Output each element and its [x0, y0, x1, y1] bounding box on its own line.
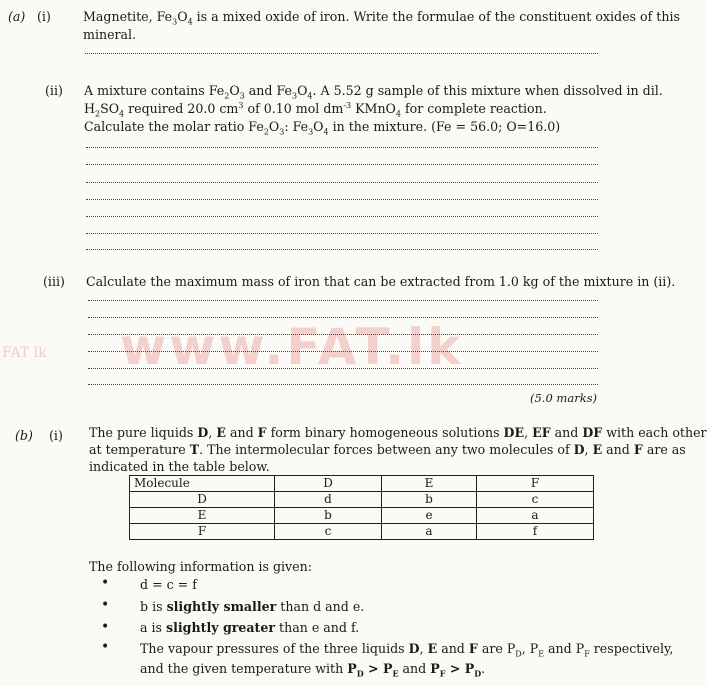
part-a-label: (a) — [8, 9, 26, 24]
answer-line[interactable] — [86, 162, 598, 165]
q-a-ii-number: (ii) — [45, 83, 63, 98]
marks-label: (5.0 marks) — [530, 391, 598, 405]
answer-line[interactable] — [86, 180, 598, 183]
q-a-ii-text-line3: Calculate the molar ratio $Fe_2O_3$: $Fe_3O_4$ in the mixture. (Fe = 56.0; O=16.0) — [84, 119, 561, 137]
table-row — [130, 524, 594, 540]
table-cell: c — [275, 524, 382, 540]
table-cell: F — [130, 524, 275, 540]
answer-line[interactable] — [86, 197, 598, 200]
answer-line[interactable] — [88, 349, 598, 352]
bullet-icon: • — [101, 619, 110, 635]
q-a-iii-text: Calculate the maximum mass of iron that can be extracted from 1.0 kg of the mixture in (ii). — [86, 274, 676, 289]
answer-line[interactable] — [86, 231, 598, 234]
table-cell: c — [477, 492, 594, 508]
info-bullet-2: b is slightly smaller than d and e. — [140, 599, 365, 614]
part-b-label: (b) — [15, 428, 33, 443]
answer-line[interactable] — [88, 366, 598, 369]
info-bullet-4-line1: The vapour pressures of the three liquids D, E and F are $P_D$, $P_E$ and $P_F$ respectively, — [140, 641, 674, 659]
bullet-icon: • — [101, 597, 110, 613]
info-intro: The following information is given: — [89, 559, 312, 574]
table-cell: a — [477, 508, 594, 524]
q-a-i-text-line1: Magnetite, $Fe_3O_4$ is a mixed oxide of iron. Write the formulae of the constituent oxides of this — [83, 9, 680, 27]
table-row — [130, 508, 594, 524]
table-header-cell: D — [275, 476, 382, 492]
answer-line[interactable] — [86, 214, 598, 217]
table-cell: D — [130, 492, 275, 508]
table-cell: f — [477, 524, 594, 540]
table-header-cell: F — [477, 476, 594, 492]
q-a-iii-number: (iii) — [43, 274, 65, 289]
q-a-ii-text-line1: A mixture contains $Fe_2O_3$ and $Fe_3O_4$. A 5.52 g sample of this mixture when dissolved in dil. — [84, 83, 663, 101]
table-cell: b — [382, 492, 477, 508]
bullet-icon: • — [101, 639, 110, 655]
watermark-side: FAT lk — [2, 345, 47, 361]
table-cell: d — [275, 492, 382, 508]
table-cell: e — [382, 508, 477, 524]
answer-line[interactable] — [88, 315, 598, 318]
answer-line[interactable] — [88, 382, 598, 385]
answer-line[interactable] — [86, 145, 598, 148]
info-bullet-4-line2: and the given temperature with $P_D > P_E$ and $P_F > P_D$. — [140, 661, 486, 679]
q-b-i-text-line2: at temperature T. The intermolecular forces between any two molecules of D, E and F are as — [89, 442, 686, 457]
answer-line[interactable] — [88, 332, 598, 335]
q-a-i-number: (i) — [37, 9, 51, 24]
table-cell: E — [130, 508, 275, 524]
table-cell: a — [382, 524, 477, 540]
table-header-cell: Molecule — [130, 476, 275, 492]
table-row — [130, 492, 594, 508]
answer-line[interactable] — [86, 247, 598, 250]
answer-line[interactable] — [85, 51, 598, 54]
q-b-i-text-line3: indicated in the table below. — [89, 459, 270, 474]
q-a-ii-text-line2: $H_2SO_4$ required 20.0 $cm^3$ of 0.10 mol $dm^{-3}$ KMnO$_4$ for complete reaction. — [84, 100, 547, 119]
q-b-i-text-line1: The pure liquids D, E and F form binary homogeneous solutions DE, EF and DF with each other — [89, 425, 707, 440]
bullet-icon: • — [101, 575, 110, 591]
intermolecular-force-table — [129, 475, 594, 540]
table-header-row — [130, 476, 594, 492]
table-header-cell: E — [382, 476, 477, 492]
q-a-i-text-line2: mineral. — [83, 27, 137, 42]
answer-line[interactable] — [88, 298, 598, 301]
table-cell: b — [275, 508, 382, 524]
watermark: www.FAT.lk — [120, 318, 464, 376]
info-bullet-1: d = c = f — [140, 577, 197, 592]
q-b-i-number: (i) — [49, 428, 63, 443]
info-bullet-3: a is slightly greater than e and f. — [140, 620, 360, 635]
